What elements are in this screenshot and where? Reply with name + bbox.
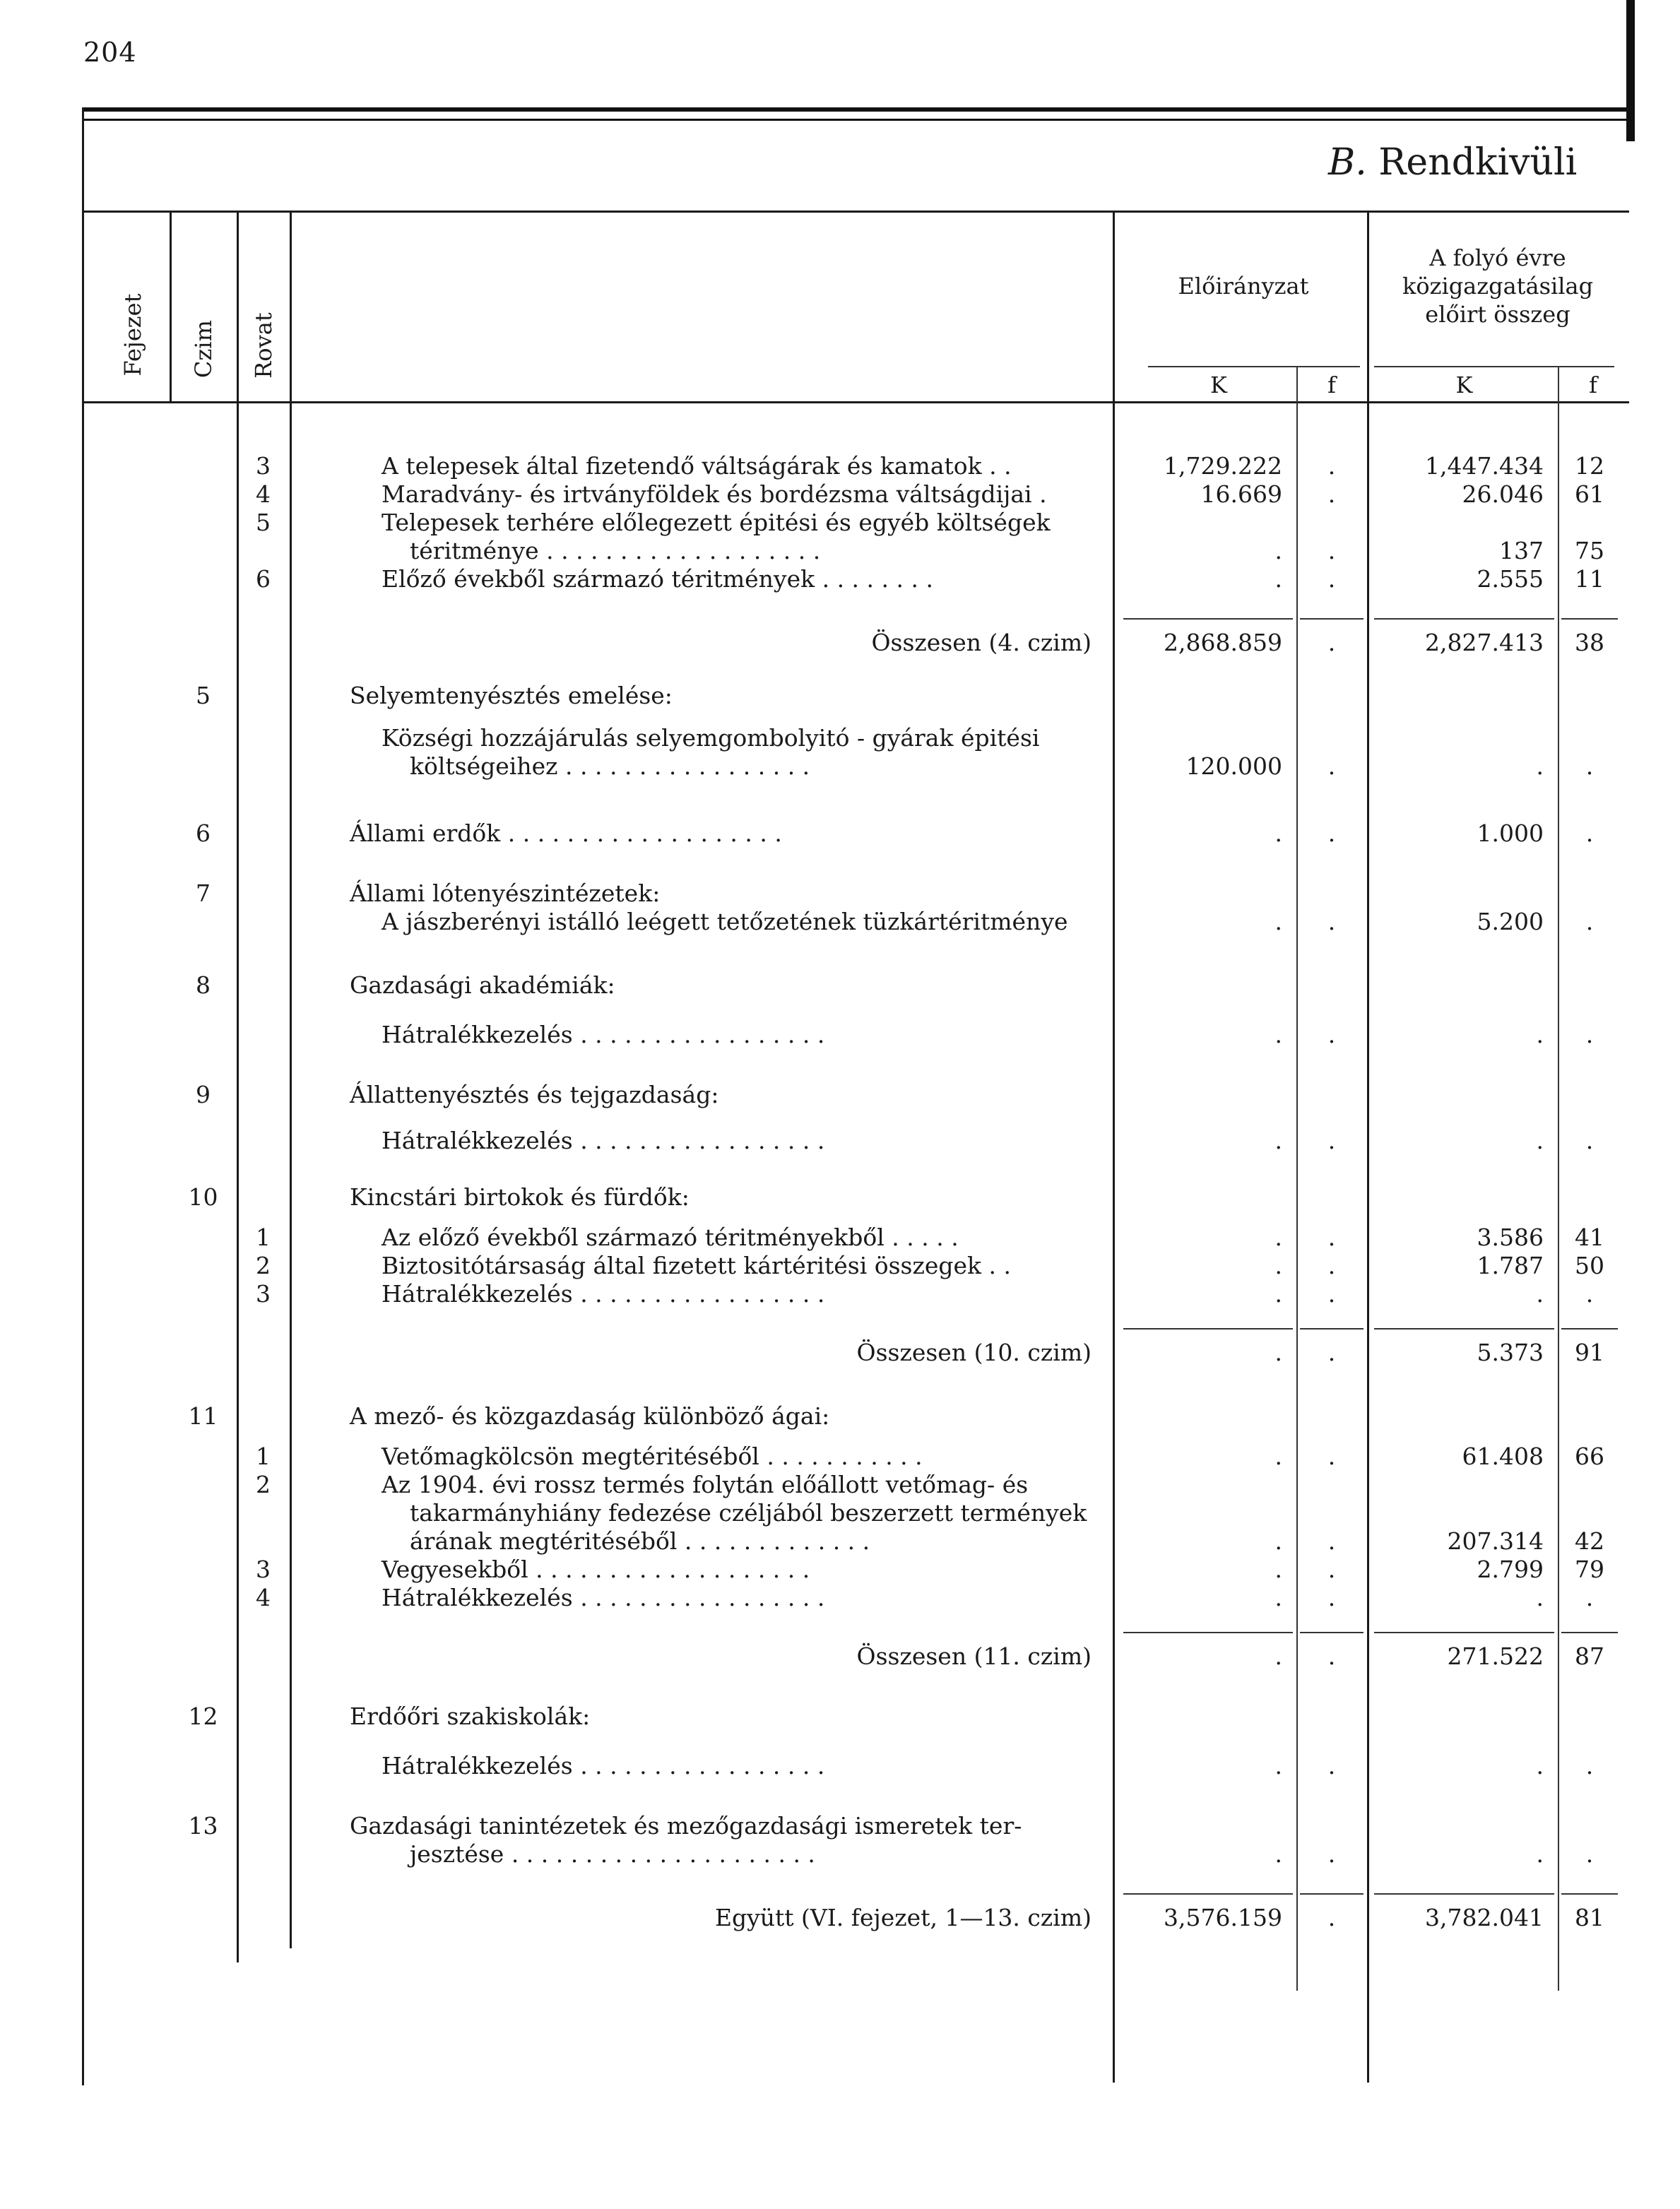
amount-f1: . <box>1327 1443 1336 1470</box>
row-description: Maradvány- és irtványföldek és bordézsma váltságdijai . <box>381 480 1047 508</box>
amount-k2: 61.408 <box>1462 1443 1544 1470</box>
amount-f2: 12 <box>1575 452 1604 480</box>
amount-f1: . <box>1327 1021 1336 1048</box>
czim-number: 5 <box>196 682 211 709</box>
amount-k2: . <box>1536 1021 1544 1048</box>
amount-f2: 66 <box>1575 1443 1604 1470</box>
rovat-number: 3 <box>256 1280 271 1308</box>
czim-number: 9 <box>196 1081 211 1108</box>
czim-number: 7 <box>196 880 211 907</box>
row-description: Kincstári birtokok és fürdők: <box>350 1183 690 1211</box>
subtotal-rule <box>1561 1632 1618 1633</box>
row-description: Községi hozzájárulás selyemgombolyitó - gyárak épitési <box>381 724 1040 752</box>
rovat-number: 1 <box>256 1443 271 1470</box>
row-description: Gazdasági tanintézetek és mezőgazdasági ismeretek ter- <box>350 1812 1022 1840</box>
amount-k1: 3,576.159 <box>1164 1904 1282 1931</box>
czim-number: 6 <box>196 819 211 847</box>
amount-f1: . <box>1327 629 1336 656</box>
row-description: jesztése . . . . . . . . . . . . . . . . . . . . . <box>410 1840 815 1868</box>
amount-k2: 26.046 <box>1462 480 1544 508</box>
left-border <box>82 107 84 2085</box>
row-description: Hátralékkezelés . . . . . . . . . . . . . . . . . <box>381 1280 825 1308</box>
rovat-number: 5 <box>256 509 271 536</box>
amount-f2: 75 <box>1575 537 1604 564</box>
subtotal-rule <box>1300 1632 1363 1633</box>
subtotal-rule <box>1561 1328 1618 1329</box>
rovat-number: 1 <box>256 1224 271 1251</box>
header-k2: K <box>1455 372 1473 398</box>
amount-k2: 1.787 <box>1477 1252 1544 1279</box>
amount-f2: 61 <box>1575 480 1604 508</box>
amount-k2: 207.314 <box>1447 1527 1544 1555</box>
amount-f1: . <box>1327 908 1336 935</box>
header-czim: Czim <box>190 320 217 378</box>
rovat-number: 3 <box>256 452 271 480</box>
amount-k1: . <box>1274 1443 1282 1470</box>
amount-f1: . <box>1327 452 1336 480</box>
amount-k2: 5.200 <box>1477 908 1544 935</box>
row-description: árának megtéritéséből . . . . . . . . . . . . . <box>410 1527 870 1555</box>
amount-f2: 38 <box>1575 629 1604 656</box>
header-k1: K <box>1210 372 1227 398</box>
amount-f2: 42 <box>1575 1527 1604 1555</box>
amount-f1: . <box>1327 1584 1336 1611</box>
total-label: Összesen (10. czim) <box>856 1339 1092 1366</box>
total-label: Összesen (4. czim) <box>871 629 1092 656</box>
amount-f1: . <box>1327 1527 1336 1555</box>
amount-f2: 41 <box>1575 1224 1604 1251</box>
amount-k1: . <box>1274 1584 1282 1611</box>
czim-number: 12 <box>188 1702 218 1730</box>
header-fejezet: Fejezet <box>119 293 146 377</box>
page-number: 204 <box>83 37 137 68</box>
header-top-line <box>82 211 1629 213</box>
amount-k2: 271.522 <box>1447 1642 1544 1670</box>
amount-f1: . <box>1327 1752 1336 1779</box>
row-description: Állami erdők . . . . . . . . . . . . . . . . . . . <box>350 819 782 847</box>
amount-f1: . <box>1327 1280 1336 1308</box>
amount-f2: 79 <box>1575 1556 1604 1583</box>
row-description: téritménye . . . . . . . . . . . . . . . . . . . <box>410 537 821 564</box>
amount-f1: . <box>1327 565 1336 593</box>
czim-number: 13 <box>188 1812 218 1840</box>
amount-k1: . <box>1274 1556 1282 1583</box>
amount-f2: . <box>1585 908 1594 935</box>
amount-f2: 91 <box>1575 1339 1604 1366</box>
section-letter: B. <box>1328 141 1367 184</box>
amount1-amount2-divider <box>1367 211 1369 2083</box>
row-description: Állattenyésztés és tejgazdaság: <box>350 1081 719 1108</box>
amount-k1: . <box>1274 819 1282 847</box>
amount-k2: 2,827.413 <box>1425 629 1544 656</box>
amount-f1: . <box>1327 1904 1336 1931</box>
right-margin-mark <box>1626 0 1635 141</box>
amount-k2: . <box>1536 1840 1544 1868</box>
top-rule-thick <box>82 107 1629 112</box>
header-folyo-line1: A folyó évre <box>1429 244 1566 271</box>
amount-k1: 16.669 <box>1200 480 1282 508</box>
subtotal-rule <box>1561 1893 1618 1895</box>
row-description: Biztositótársaság által fizetett kártéritési összegek . . <box>381 1252 1012 1279</box>
czim-number: 8 <box>196 971 211 999</box>
total-label: Együtt (VI. fejezet, 1—13. czim) <box>714 1904 1092 1931</box>
k1-f1-divider <box>1296 366 1298 1991</box>
amount-f2: . <box>1585 1584 1594 1611</box>
header-k-f-line-2 <box>1374 366 1614 367</box>
czim-number: 11 <box>188 1402 218 1430</box>
amount-k1: . <box>1274 537 1282 564</box>
text-amount-divider <box>1113 211 1115 2083</box>
fejezet-czim-divider <box>170 211 172 401</box>
header-rovat: Rovat <box>250 312 277 379</box>
subtotal-rule <box>1123 1632 1293 1633</box>
amount-k2: 3,782.041 <box>1425 1904 1544 1931</box>
section-name: Rendkivüli <box>1378 141 1578 184</box>
amount-k1: . <box>1274 1527 1282 1555</box>
row-description: Hátralékkezelés . . . . . . . . . . . . . . . . . <box>381 1752 825 1779</box>
header-folyo-line3: előirt összeg <box>1425 301 1570 328</box>
amount-k2: 1.000 <box>1477 819 1544 847</box>
amount-k2: . <box>1536 1127 1544 1154</box>
amount-f2: . <box>1585 1840 1594 1868</box>
amount-k1: . <box>1274 908 1282 935</box>
amount-f1: . <box>1327 1252 1336 1279</box>
header-eloiranyzat: Előirányzat <box>1178 273 1309 300</box>
subtotal-rule <box>1300 1328 1363 1329</box>
amount-k1: . <box>1274 1224 1282 1251</box>
amount-f2: . <box>1585 752 1594 780</box>
amount-k2: 137 <box>1499 537 1544 564</box>
section-title <box>1328 141 1577 184</box>
row-description: Vetőmagkölcsön megtéritéséből . . . . . . . . . . . <box>381 1443 923 1470</box>
row-description: Telepesek terhére előlegezett épitési és egyéb költségek <box>381 509 1051 536</box>
amount-f2: 11 <box>1575 565 1604 593</box>
row-description: Selyemtenyésztés emelése: <box>350 682 673 709</box>
amount-k1: . <box>1274 1642 1282 1670</box>
row-description: Állami lótenyészintézetek: <box>350 880 661 907</box>
amount-f2: . <box>1585 819 1594 847</box>
amount-f2: . <box>1585 1127 1594 1154</box>
czim-rovat-divider <box>237 211 239 1962</box>
amount-k2: . <box>1536 752 1544 780</box>
amount-k1: . <box>1274 1127 1282 1154</box>
header-f1: f <box>1327 372 1336 398</box>
amount-f1: . <box>1327 480 1336 508</box>
row-description: Előző évekből származó téritmények . . . . . . . . <box>381 565 933 593</box>
header-folyo-line2: közigazgatásilag <box>1402 273 1594 300</box>
amount-f2: . <box>1585 1021 1594 1048</box>
rovat-text-divider <box>290 211 292 1948</box>
subtotal-rule <box>1123 618 1293 620</box>
rovat-number: 3 <box>256 1556 271 1583</box>
row-description: Hátralékkezelés . . . . . . . . . . . . . . . . . <box>381 1021 825 1048</box>
amount-k1: . <box>1274 1252 1282 1279</box>
amount-k1: . <box>1274 1752 1282 1779</box>
row-description: takarmányhiány fedezése czéljából beszerzett termények <box>410 1499 1087 1527</box>
amount-f1: . <box>1327 1840 1336 1868</box>
total-label: Összesen (11. czim) <box>856 1642 1092 1670</box>
amount-k1: . <box>1274 1840 1282 1868</box>
amount-k2: . <box>1536 1280 1544 1308</box>
rovat-number: 4 <box>256 1584 271 1611</box>
amount-k2: 1,447.434 <box>1425 452 1544 480</box>
subtotal-rule <box>1374 1328 1554 1329</box>
amount-k2: 3.586 <box>1477 1224 1544 1251</box>
rovat-number: 4 <box>256 480 271 508</box>
subtotal-rule <box>1123 1328 1293 1329</box>
rovat-number: 2 <box>256 1471 271 1498</box>
rovat-number: 2 <box>256 1252 271 1279</box>
header-f2: f <box>1589 372 1597 398</box>
amount-f1: . <box>1327 537 1336 564</box>
subtotal-rule <box>1374 618 1554 620</box>
amount-k1: 1,729.222 <box>1164 452 1282 480</box>
header-k-f-line-1 <box>1148 366 1360 367</box>
amount-f1: . <box>1327 1127 1336 1154</box>
amount-k2: . <box>1536 1752 1544 1779</box>
row-description: Gazdasági akadémiák: <box>350 971 615 999</box>
amount-k2: 2.799 <box>1477 1556 1544 1583</box>
amount-k1: 120.000 <box>1185 752 1282 780</box>
subtotal-rule <box>1561 618 1618 620</box>
row-description: A telepesek által fizetendő váltságárak és kamatok . . <box>381 452 1012 480</box>
row-description: Az előző évekből származó téritményekből . . . . . <box>381 1224 959 1251</box>
amount-f2: 50 <box>1575 1252 1604 1279</box>
row-description: Erdőőri szakiskolák: <box>350 1702 591 1730</box>
amount-k1: . <box>1274 1021 1282 1048</box>
amount-f1: . <box>1327 1339 1336 1366</box>
k2-f2-divider <box>1558 366 1559 1991</box>
amount-k1: . <box>1274 565 1282 593</box>
amount-f1: . <box>1327 1642 1336 1670</box>
amount-k1: 2,868.859 <box>1164 629 1282 656</box>
row-description: Vegyesekből . . . . . . . . . . . . . . . . . . . <box>381 1556 810 1583</box>
amount-k1: . <box>1274 1339 1282 1366</box>
amount-f1: . <box>1327 1224 1336 1251</box>
row-description: A mező- és közgazdaság különböző ágai: <box>350 1402 830 1430</box>
subtotal-rule <box>1300 1893 1363 1895</box>
subtotal-rule <box>1123 1893 1293 1895</box>
amount-f2: 81 <box>1575 1904 1604 1931</box>
row-description: Az 1904. évi rossz termés folytán előállott vetőmag- és <box>381 1471 1029 1498</box>
amount-f2: . <box>1585 1752 1594 1779</box>
amount-f2: . <box>1585 1280 1594 1308</box>
amount-k2: . <box>1536 1584 1544 1611</box>
row-description: Hátralékkezelés . . . . . . . . . . . . . . . . . <box>381 1584 825 1611</box>
amount-f1: . <box>1327 752 1336 780</box>
rovat-number: 6 <box>256 565 271 593</box>
czim-number: 10 <box>188 1183 218 1211</box>
row-description: költségeihez . . . . . . . . . . . . . . . . . <box>410 752 810 780</box>
amount-f2: 87 <box>1575 1642 1604 1670</box>
header-bottom-line <box>82 401 1629 403</box>
row-description: A jászberényi istálló leégett tetőzetének tüzkártéritménye <box>381 908 1068 935</box>
subtotal-rule <box>1300 618 1363 620</box>
amount-f1: . <box>1327 1556 1336 1583</box>
amount-k2: 5.373 <box>1477 1339 1544 1366</box>
row-description: Hátralékkezelés . . . . . . . . . . . . . . . . . <box>381 1127 825 1154</box>
amount-k2: 2.555 <box>1477 565 1544 593</box>
subtotal-rule <box>1374 1632 1554 1633</box>
amount-f1: . <box>1327 819 1336 847</box>
subtotal-rule <box>1374 1893 1554 1895</box>
amount-k1: . <box>1274 1280 1282 1308</box>
top-rule-thin <box>82 119 1629 121</box>
